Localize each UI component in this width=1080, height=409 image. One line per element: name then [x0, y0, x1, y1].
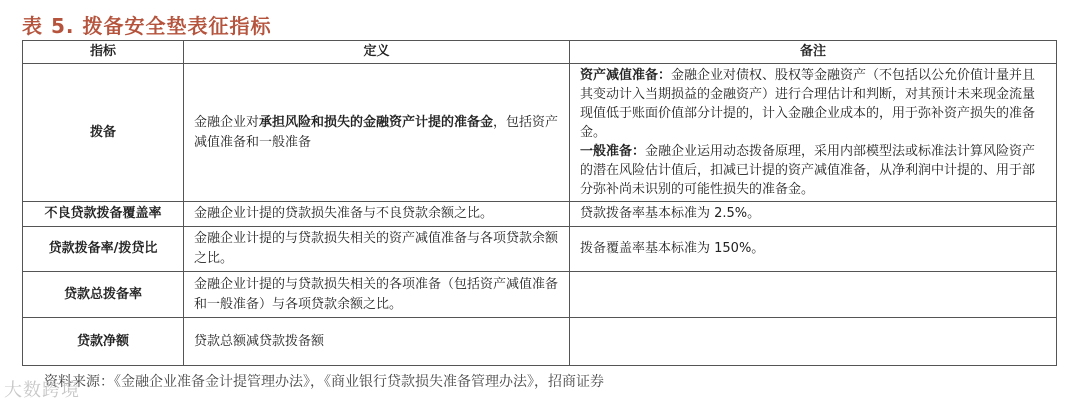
definition-cell: 金融企业计提的贷款损失准备与不良贷款余额之比。 [184, 202, 570, 227]
note-cell [570, 272, 1057, 318]
definition-cell: 贷款总额减贷款拨备额 [184, 318, 570, 366]
note-cell: 贷款拨备率基本标准为 2.5%。 [570, 202, 1057, 227]
note-text: 金融企业对债权、股权等金融资产（不包括以公允价值计量并且其变动计入当期损益的金融资产）进行合理估计和判断，对其预计未来现金流量现值低于账面价值部分计提的，计入金融企业成本的，用于弥补资产损失的准备金。 [580, 68, 1036, 140]
table-title: 表 5. 拨备安全垫表征指标 [22, 14, 272, 38]
indicator-cell: 不良贷款拨备覆盖率 [23, 202, 184, 227]
note-cell: 拨备覆盖率基本标准为 150%。 [570, 227, 1057, 272]
table-row [23, 202, 1057, 227]
definition-text: ，包括资产减值准备和一般准备 [194, 114, 559, 150]
table-row [23, 64, 1057, 202]
source-note: 资料来源：《金融企业准备金计提管理办法》，《商业银行贷款损失准备管理办法》，招商证券 [44, 374, 604, 390]
indicator-table [22, 40, 1057, 366]
indicator-cell: 贷款总拨备率 [23, 272, 184, 318]
indicator-cell: 拨备 [23, 64, 184, 202]
note-label: 一般准备： [580, 144, 646, 159]
definition-cell [184, 64, 570, 202]
note-text: 金融企业运用动态拨备原理，采用内部模型法或标准法计算风险资产的潜在风险估计值后，扣减已计提的资产减值准备，从净利润中计提的、用于部分弥补尚未识别的可能性损失的准备金。 [580, 144, 1036, 197]
indicator-cell: 贷款拨备率/拨贷比 [23, 227, 184, 272]
table-row [23, 272, 1057, 318]
definition-emphasis: 承担风险和损失的金融资产计提的准备金 [259, 114, 494, 130]
header-indicator: 指标 [23, 41, 184, 64]
watermark: 大数跨境 [4, 380, 80, 401]
header-note: 备注 [570, 41, 1057, 64]
definition-cell: 金融企业计提的与贷款损失相关的各项准备（包括资产减值准备和一般准备）与各项贷款余额之比。 [184, 272, 570, 318]
indicator-cell: 贷款净额 [23, 318, 184, 366]
table-header-row [23, 41, 1057, 64]
note-label: 资产减值准备： [580, 68, 672, 83]
header-definition: 定义 [184, 41, 570, 64]
note-cell [570, 318, 1057, 366]
definition-cell: 金融企业计提的与贷款损失相关的资产减值准备与各项贷款余额之比。 [184, 227, 570, 272]
definition-text: 金融企业对 [194, 114, 260, 130]
table-row [23, 318, 1057, 366]
table-row [23, 227, 1057, 272]
note-cell [570, 64, 1057, 202]
